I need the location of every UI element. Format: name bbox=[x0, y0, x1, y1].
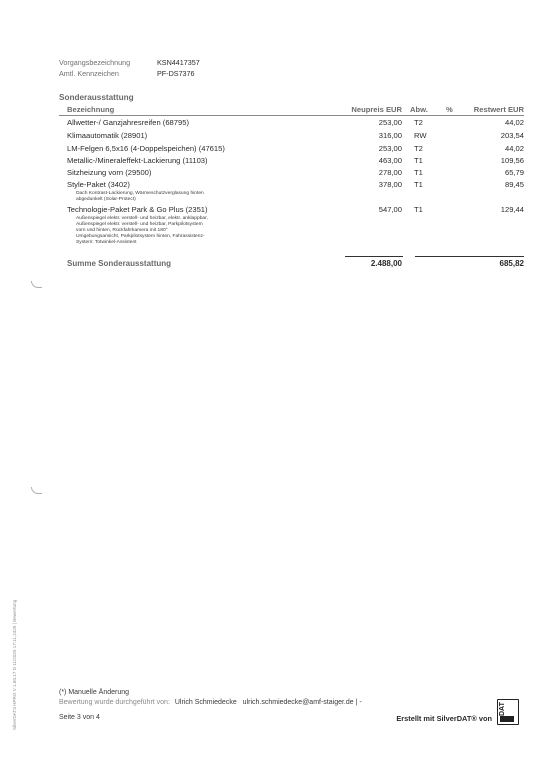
table-row bbox=[0, 156, 543, 168]
item-price: 253,00 bbox=[378, 118, 402, 127]
description-line: Umgebungsansicht, Parkpilotsystem hinten, Fahrassistenz- bbox=[76, 234, 205, 239]
punch-mark bbox=[31, 487, 42, 494]
item-name: Metallic-/Mineraleffekt-Lackierung (11103) bbox=[67, 156, 208, 165]
item-price: 547,00 bbox=[378, 205, 402, 214]
page-number: Seite 3 von 4 bbox=[59, 714, 100, 721]
item-price: 278,00 bbox=[378, 168, 402, 177]
plate-label: Amtl. Kennzeichen bbox=[59, 69, 119, 78]
item-name: LM-Felgen 6,5x16 (4-Doppelspeichen) (47615) bbox=[67, 144, 225, 153]
item-abw: T1 bbox=[414, 205, 423, 214]
manual-change-note: (*) Manuelle Änderung bbox=[59, 689, 130, 696]
item-abw: T1 bbox=[414, 168, 423, 177]
col-pct-header: % bbox=[446, 105, 453, 114]
item-rest: 109,56 bbox=[500, 156, 524, 165]
summary-label: Summe Sonderausstattung bbox=[67, 259, 172, 268]
item-price: 316,00 bbox=[378, 131, 402, 140]
col-name-header: Bezeichnung bbox=[67, 105, 115, 114]
punch-mark bbox=[31, 281, 42, 288]
item-price: 253,00 bbox=[378, 144, 402, 153]
table-row bbox=[0, 144, 543, 156]
item-price: 463,00 bbox=[378, 156, 402, 165]
table-row bbox=[0, 118, 543, 130]
dat-logo-bar bbox=[500, 716, 514, 722]
col-rest-header: Restwert EUR bbox=[473, 105, 524, 114]
evaluator-label: Bewertung wurde durchgeführt von: bbox=[59, 699, 170, 706]
style-package-description bbox=[76, 191, 204, 203]
sum-price-rule bbox=[345, 256, 403, 257]
sum-rest-rule bbox=[415, 256, 524, 257]
section-title: Sonderausstattung bbox=[59, 93, 134, 102]
description-line: vorn und hinten, Rückfahrkamera mit 180° bbox=[76, 228, 168, 233]
item-name: Klimaautomatik (28901) bbox=[67, 131, 148, 140]
created-brand: DAT bbox=[456, 714, 472, 723]
item-abw: RW bbox=[414, 131, 427, 140]
item-name: Sitzheizung vorn (29500) bbox=[67, 168, 152, 177]
table-row bbox=[0, 131, 543, 143]
description-line: Dach Kontrast-Lackierung, Wärmeschutzverglasung hinten bbox=[76, 191, 204, 196]
table-row bbox=[0, 168, 543, 180]
description-line: Außenspiegel elektr. verstell- und heizbar, Parkpilotsystem bbox=[76, 222, 203, 227]
item-rest: 129,44 bbox=[500, 205, 524, 214]
tech-package-description bbox=[76, 216, 208, 246]
description-line: Außenspiegel elektr. verstell- und heizbar, elektr. anklappbar, bbox=[76, 216, 208, 221]
item-price: 378,00 bbox=[378, 180, 402, 189]
item-abw: T2 bbox=[414, 144, 423, 153]
item-rest: 89,45 bbox=[504, 180, 524, 189]
header-divider bbox=[59, 115, 524, 116]
evaluator-email: ulrich.schmiedecke@amf-staiger.de | - bbox=[242, 699, 362, 706]
side-print-info: SilverDAT3 HPRO V 1.60.17 D 11/2025 17:11,2425 | Bewertung bbox=[12, 599, 17, 730]
evaluator-line bbox=[59, 699, 362, 706]
item-name: Style-Paket (3402) bbox=[67, 180, 130, 189]
item-abw: T2 bbox=[414, 118, 423, 127]
item-abw: T1 bbox=[414, 156, 423, 165]
item-name: Allwetter-/ Ganzjahresreifen (68795) bbox=[67, 118, 189, 127]
summary-price: 2.488,00 bbox=[370, 259, 402, 268]
item-rest: 203,54 bbox=[500, 131, 524, 140]
item-rest: 44,02 bbox=[504, 144, 524, 153]
col-abw-header: Abw. bbox=[410, 105, 428, 114]
created-prefix: Erstellt mit Silver bbox=[396, 714, 457, 723]
plate-value: PF-DS7376 bbox=[157, 69, 195, 78]
case-label: Vorgangsbezeichnung bbox=[59, 58, 131, 67]
created-suffix: ® von bbox=[471, 714, 492, 723]
summary-rest: 685,82 bbox=[499, 259, 524, 268]
dat-logo-text: DAT bbox=[499, 702, 506, 716]
case-value: KSN4417357 bbox=[157, 58, 200, 67]
col-price-header: Neupreis EUR bbox=[351, 105, 402, 114]
item-rest: 65,79 bbox=[504, 168, 524, 177]
created-with bbox=[396, 714, 492, 723]
item-name: Technologie-Paket Park & Go Plus (2351) bbox=[67, 205, 208, 214]
description-line: abgedunkelt (Solar-Protect) bbox=[76, 197, 136, 202]
evaluator-name: Ulrich Schmiedecke bbox=[174, 699, 237, 706]
dat-logo bbox=[497, 699, 519, 725]
item-rest: 44,02 bbox=[504, 118, 524, 127]
description-line: System: Totwinkel-Assistent bbox=[76, 240, 137, 245]
item-abw: T1 bbox=[414, 180, 423, 189]
